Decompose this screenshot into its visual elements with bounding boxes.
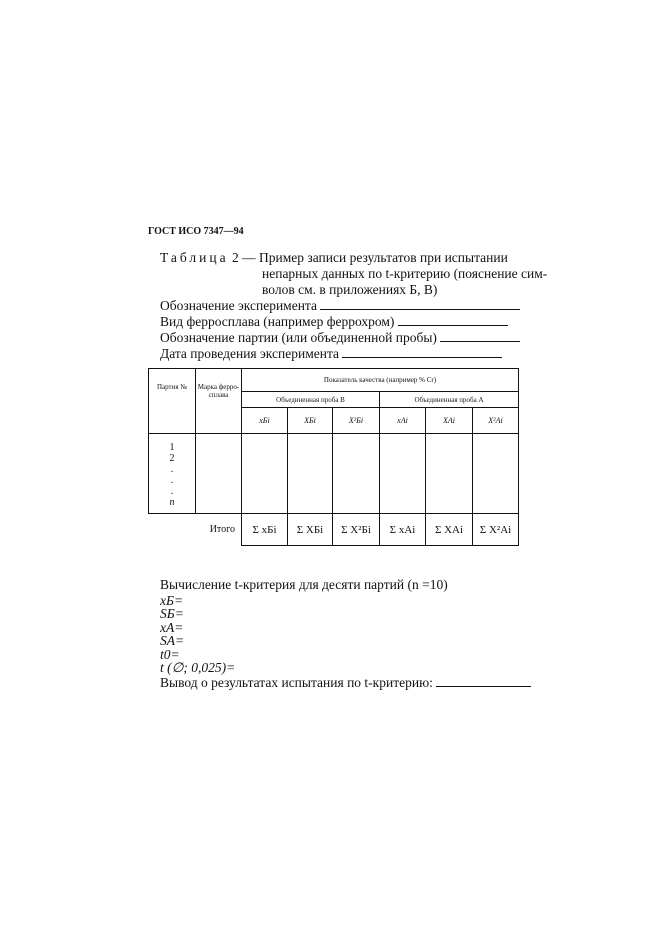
field-date (160, 346, 502, 362)
calc-title: Вычисление t-критерия для десяти партий (n =10) (160, 577, 448, 592)
row-number: . (170, 464, 174, 475)
field-batch (160, 330, 520, 346)
calc-line: t0= (160, 646, 180, 662)
caption-line-1 (160, 250, 508, 266)
total-cell: Σ X²Бi (333, 514, 380, 546)
sub-col-header: xAi (380, 408, 426, 434)
total-cell: Σ XБi (288, 514, 333, 546)
col-party-header: Партия № (149, 369, 196, 434)
sub-col-header: X²Ai (473, 408, 519, 434)
data-cell (426, 434, 473, 514)
caption-text-1: 2 — Пример записи результатов при испытании (232, 250, 508, 265)
calc-line: SБ= (160, 606, 184, 621)
caption-text-2: непарных данных по t-критерию (пояснение сим- (262, 266, 548, 281)
calculation-section (160, 578, 531, 689)
data-cell (196, 434, 242, 514)
field-blank (398, 314, 508, 326)
calc-conclusion: Вывод о результатах испытания по t-критерию: (160, 674, 433, 690)
field-blank (320, 298, 520, 310)
conclusion-blank (436, 675, 531, 687)
sub-col-header: XAi (426, 408, 473, 434)
field-label: Дата проведения эксперимента (160, 346, 340, 361)
field-alloy (160, 314, 508, 330)
col-grade-header: Марка ферро-сплава (196, 369, 242, 434)
calc-line: xБ= (160, 592, 184, 608)
row-number: . (170, 475, 174, 486)
row-number: . (170, 486, 174, 497)
caption-text-3: волов см. в приложениях Б, В) (262, 282, 438, 297)
row-number: 2 (169, 453, 175, 464)
group-a-header: Объединенная проба А (380, 392, 519, 408)
results-table (148, 368, 519, 546)
sub-col-header: X²Бi (333, 408, 380, 434)
data-cell (473, 434, 519, 514)
calc-line: t (∅; 0,025)= (160, 660, 236, 675)
col-quality-header: Показатель качества (например % Cr) (242, 369, 519, 392)
data-cell (333, 434, 380, 514)
field-label: Обозначение эксперимента (160, 298, 317, 313)
field-experiment (160, 298, 520, 314)
row-number: 1 (169, 442, 175, 453)
calc-line: xA= (160, 619, 184, 635)
data-cell (380, 434, 426, 514)
field-blank (440, 330, 520, 342)
row-numbers-cell (149, 434, 196, 514)
calc-line: SA= (160, 633, 185, 648)
caption-label: Таблица (160, 250, 229, 265)
total-cell: Σ X²Ai (473, 514, 519, 546)
data-cell (288, 434, 333, 514)
data-cell (242, 434, 288, 514)
field-label: Вид ферросплава (например феррохром) (160, 314, 395, 329)
field-label: Обозначение партии (или объединенной пробы) (160, 330, 437, 345)
row-number: n (169, 497, 175, 508)
sub-col-header: xБi (242, 408, 288, 434)
total-label: Итого (196, 514, 242, 546)
total-cell: Σ XAi (426, 514, 473, 546)
group-b-header: Объединенная проба В (242, 392, 380, 408)
total-cell: Σ xAi (380, 514, 426, 546)
document-header: ГОСТ ИСО 7347—94 (148, 226, 244, 237)
sub-col-header: XБi (288, 408, 333, 434)
field-blank (342, 346, 502, 358)
total-cell: Σ xБi (242, 514, 288, 546)
